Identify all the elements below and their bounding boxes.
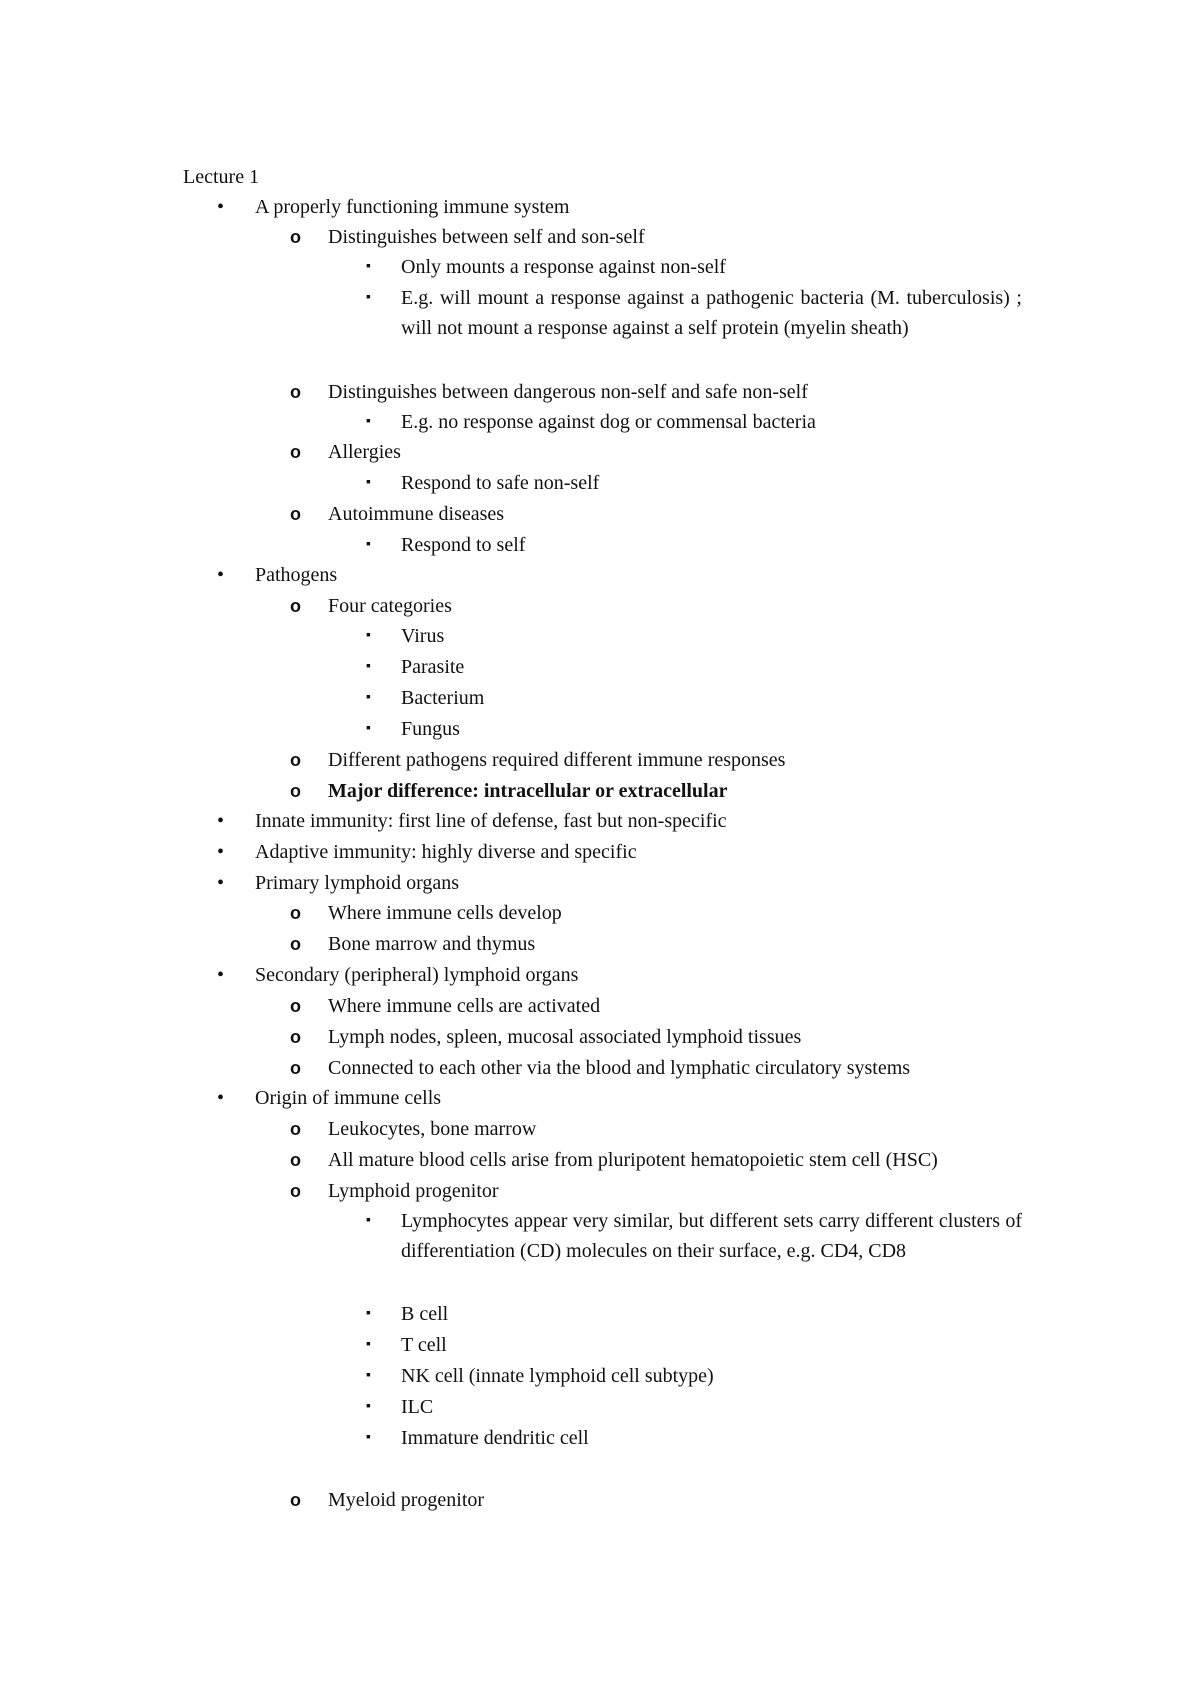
circle-bullet-icon: o bbox=[290, 1027, 301, 1047]
list-item-text: Respond to self bbox=[401, 534, 526, 556]
square-bullet-icon: ▪ bbox=[366, 628, 371, 643]
circle-bullet-icon: o bbox=[290, 1181, 301, 1201]
list-item-text: Lymphocytes appear very similar, but different sets carry different clusters of differentiation (CD) molecules on their surface, e.g. CD4, CD8 bbox=[401, 1210, 1022, 1262]
list-item-text: Major difference: intracellular or extracellular bbox=[328, 780, 728, 802]
list-item-text: B cell bbox=[401, 1303, 449, 1325]
circle-bullet-icon: o bbox=[290, 1490, 301, 1510]
circle-bullet-icon: o bbox=[290, 996, 301, 1016]
circle-bullet-icon: o bbox=[290, 1119, 301, 1139]
list-item-text: Four categories bbox=[328, 595, 452, 617]
list-item-text: Respond to safe non-self bbox=[401, 472, 600, 494]
list-item-text: ILC bbox=[401, 1396, 434, 1418]
square-bullet-icon: ▪ bbox=[366, 1430, 371, 1445]
list-item-text: Parasite bbox=[401, 656, 465, 678]
circle-bullet-icon: o bbox=[290, 934, 301, 954]
bullet-icon: • bbox=[217, 564, 225, 586]
list-item-text: Pathogens bbox=[255, 564, 338, 586]
list-item-text: Immature dendritic cell bbox=[401, 1427, 589, 1449]
list-item-text: Primary lymphoid organs bbox=[255, 872, 460, 894]
list-item-text: Innate immunity: first line of defense, fast but non-specific bbox=[255, 810, 727, 832]
square-bullet-icon: ▪ bbox=[366, 259, 371, 274]
circle-bullet-icon: o bbox=[290, 1058, 301, 1078]
circle-bullet-icon: o bbox=[290, 504, 301, 524]
list-item-text: Where immune cells develop bbox=[328, 902, 562, 924]
circle-bullet-icon: o bbox=[290, 596, 301, 616]
list-item-text: NK cell (innate lymphoid cell subtype) bbox=[401, 1365, 714, 1387]
list-item-text: Different pathogens required different immune responses bbox=[328, 749, 786, 771]
list-item-text: Lymph nodes, spleen, mucosal associated lymphoid tissues bbox=[328, 1026, 802, 1048]
list-item-text: E.g. no response against dog or commensal bacteria bbox=[401, 411, 816, 433]
list-item-text: Secondary (peripheral) lymphoid organs bbox=[255, 964, 579, 986]
list-item-text: Distinguishes between dangerous non-self and safe non-self bbox=[328, 381, 808, 403]
list-item-text: All mature blood cells arise from pluripotent hematopoietic stem cell (HSC) bbox=[328, 1149, 938, 1171]
list-item-text: Adaptive immunity: highly diverse and specific bbox=[255, 841, 637, 863]
list-item-text: Myeloid progenitor bbox=[328, 1489, 485, 1511]
square-bullet-icon: ▪ bbox=[366, 659, 371, 674]
list-item-text: E.g. will mount a response against a pathogenic bacteria (M. tuberculosis) ; will not mount a response against a self protein (myelin sheath) bbox=[401, 287, 1022, 339]
square-bullet-icon: ▪ bbox=[366, 721, 371, 736]
circle-bullet-icon: o bbox=[290, 903, 301, 923]
lecture-title: Lecture 1 bbox=[183, 166, 260, 188]
bullet-icon: • bbox=[217, 810, 225, 832]
list-item-text: Leukocytes, bone marrow bbox=[328, 1118, 537, 1140]
list-item-text: T cell bbox=[401, 1334, 447, 1356]
list-item-text: Allergies bbox=[328, 441, 401, 463]
square-bullet-icon: ▪ bbox=[366, 414, 371, 429]
circle-bullet-icon: o bbox=[290, 781, 301, 801]
square-bullet-icon: ▪ bbox=[366, 290, 371, 305]
list-item-text: Distinguishes between self and son-self bbox=[328, 226, 645, 248]
bullet-icon: • bbox=[217, 872, 225, 894]
list-item-text: Bone marrow and thymus bbox=[328, 933, 536, 955]
circle-bullet-icon: o bbox=[290, 382, 301, 402]
square-bullet-icon: ▪ bbox=[366, 1368, 371, 1383]
list-item-text: Lymphoid progenitor bbox=[328, 1180, 499, 1202]
square-bullet-icon: ▪ bbox=[366, 1399, 371, 1414]
list-item-text: Autoimmune diseases bbox=[328, 503, 505, 525]
bullet-icon: • bbox=[217, 964, 225, 986]
circle-bullet-icon: o bbox=[290, 227, 301, 247]
circle-bullet-icon: o bbox=[290, 442, 301, 462]
square-bullet-icon: ▪ bbox=[366, 1213, 371, 1228]
square-bullet-icon: ▪ bbox=[366, 690, 371, 705]
square-bullet-icon: ▪ bbox=[366, 537, 371, 552]
list-item-text: Connected to each other via the blood and lymphatic circulatory systems bbox=[328, 1057, 911, 1079]
bullet-icon: • bbox=[217, 196, 225, 218]
bullet-icon: • bbox=[217, 1087, 225, 1109]
square-bullet-icon: ▪ bbox=[366, 1306, 371, 1321]
list-item-text: Only mounts a response against non-self bbox=[401, 256, 726, 278]
square-bullet-icon: ▪ bbox=[366, 475, 371, 490]
list-item-text: Where immune cells are activated bbox=[328, 995, 601, 1017]
list-item-text: Origin of immune cells bbox=[255, 1087, 442, 1109]
list-item-text: Bacterium bbox=[401, 687, 485, 709]
circle-bullet-icon: o bbox=[290, 1150, 301, 1170]
circle-bullet-icon: o bbox=[290, 750, 301, 770]
square-bullet-icon: ▪ bbox=[366, 1337, 371, 1352]
list-item-text: Fungus bbox=[401, 718, 460, 740]
bullet-icon: • bbox=[217, 841, 225, 863]
list-item-text: A properly functioning immune system bbox=[255, 196, 570, 218]
list-item-text: Virus bbox=[401, 625, 445, 647]
